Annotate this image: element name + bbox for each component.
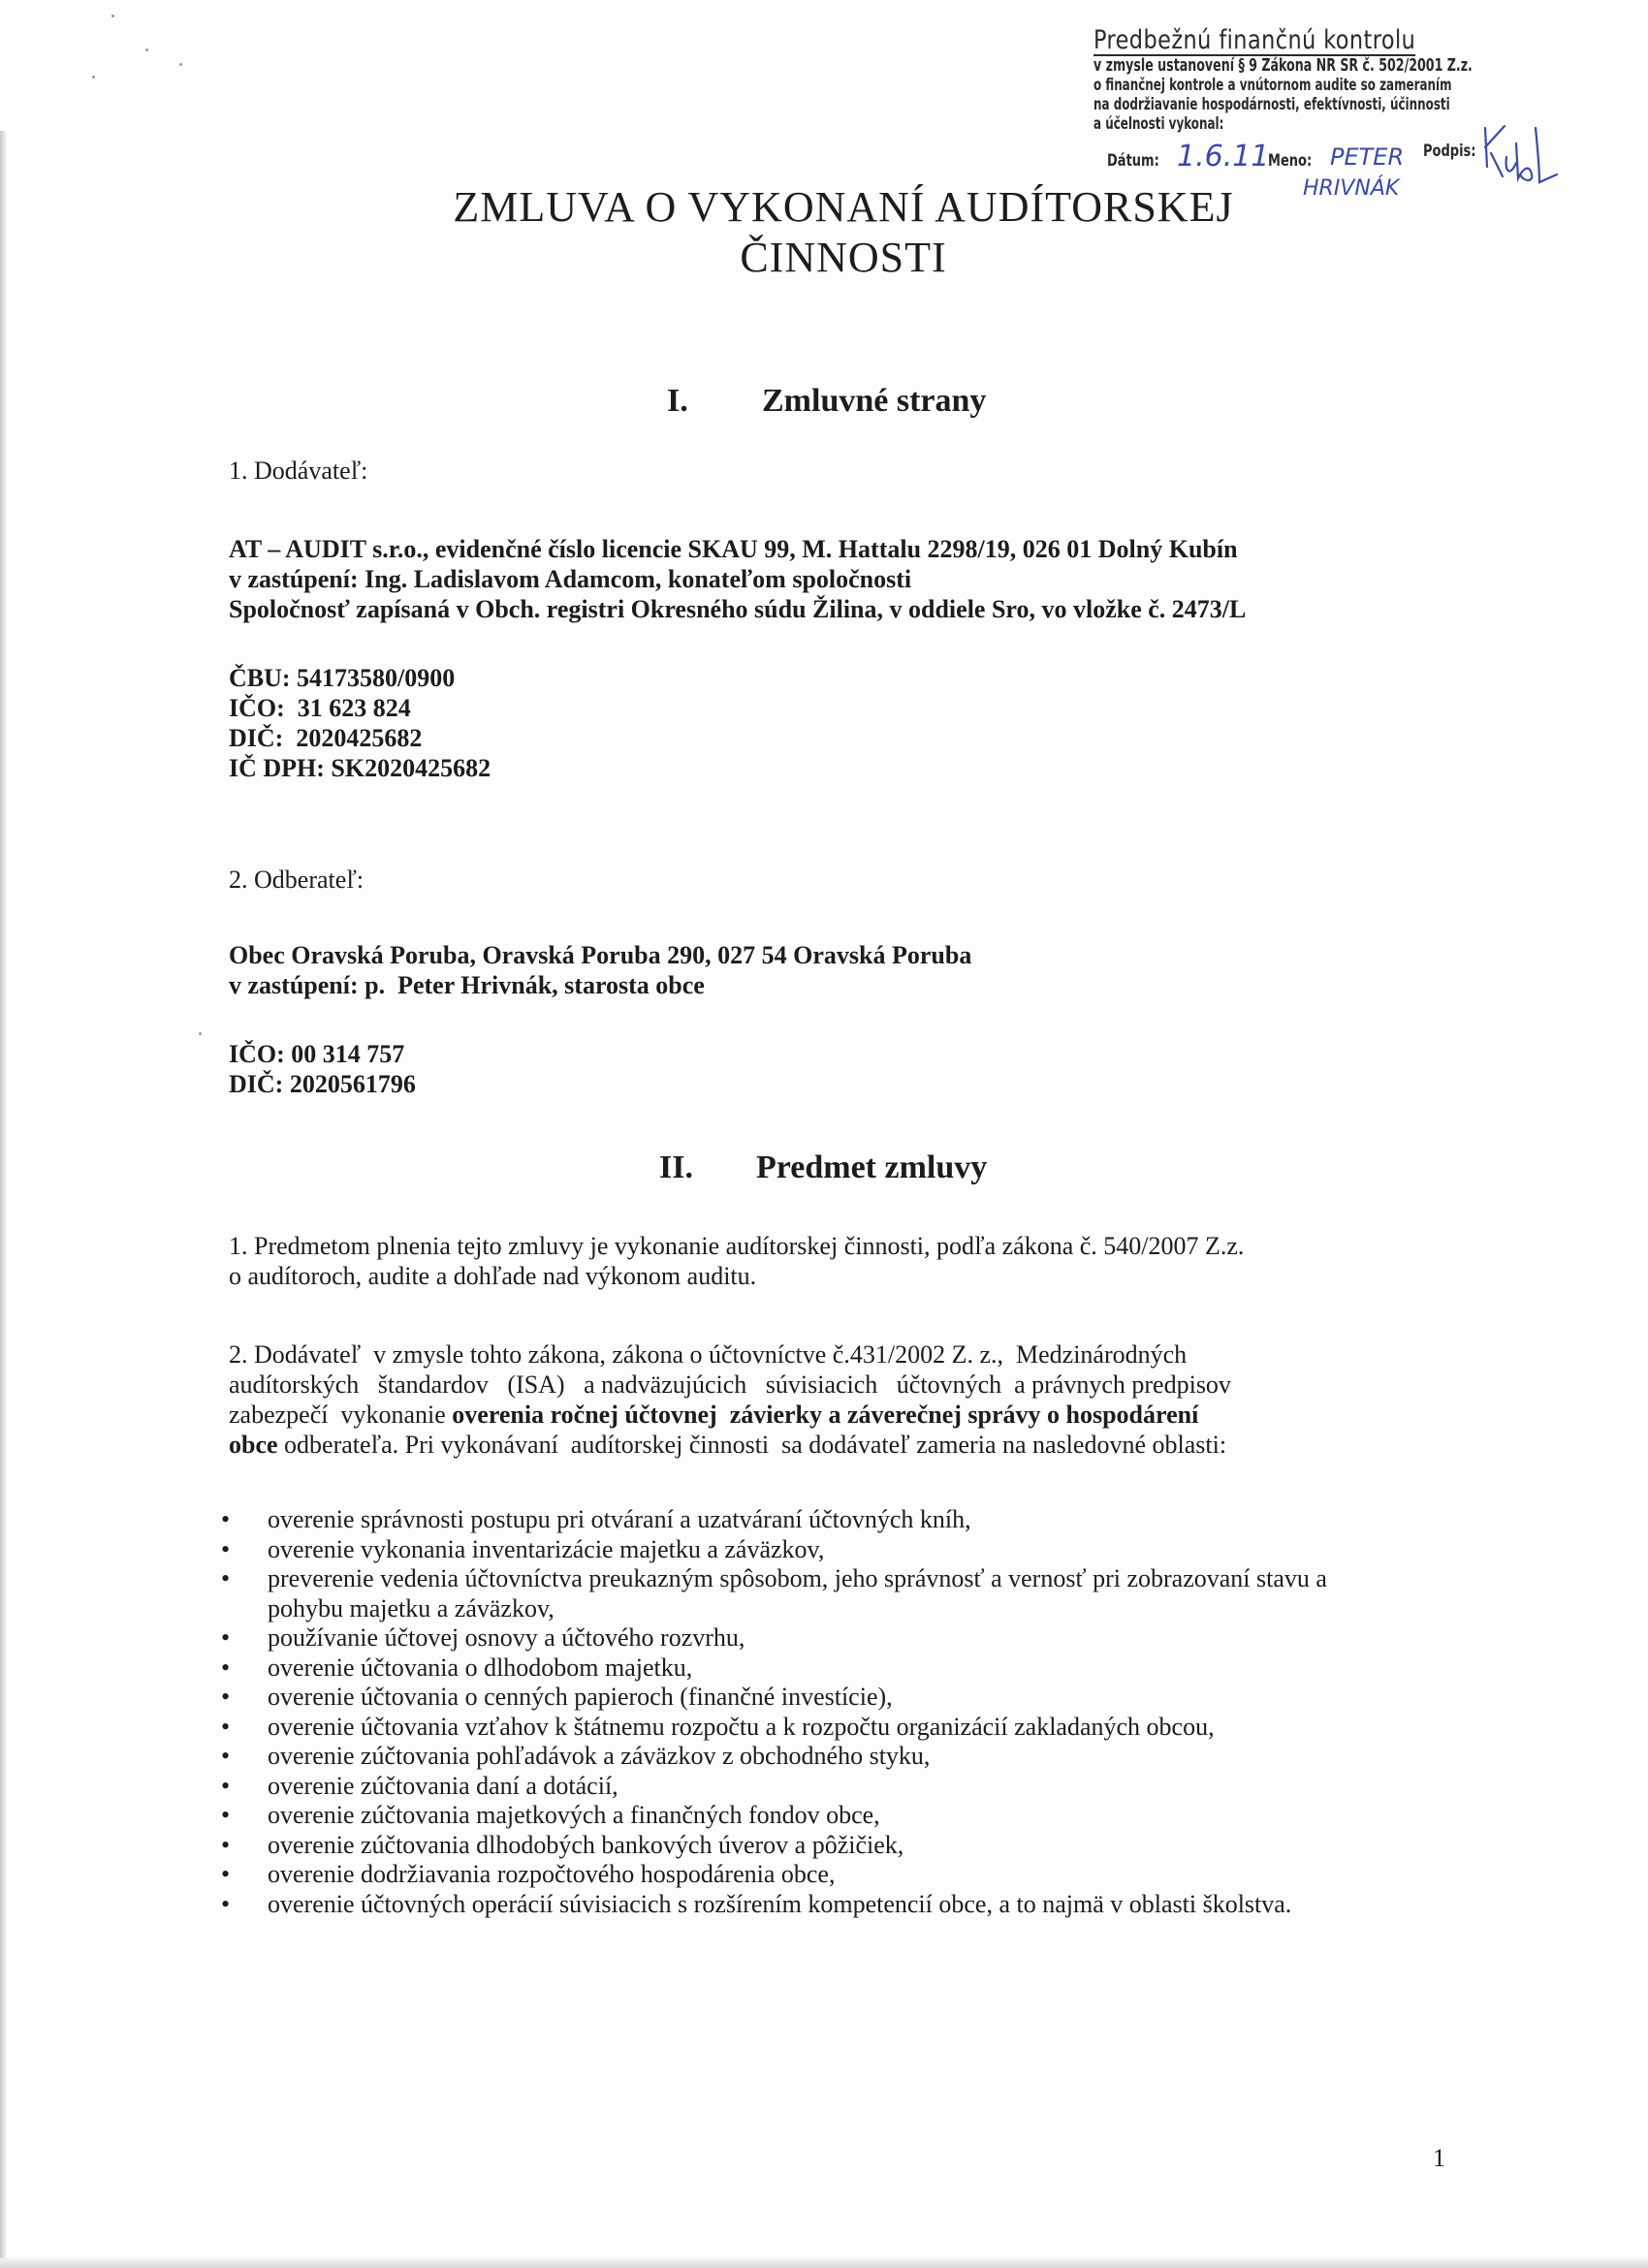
customer-id: IČO: 00 314 757 xyxy=(229,1040,405,1068)
supplier-id: IČ DPH: SK2020425682 xyxy=(229,754,491,782)
supplier-line: v zastúpení: Ing. Ladislavom Adamcom, konateľom spoločnosti xyxy=(229,565,912,593)
stamp-date-value: 1.6.11 xyxy=(1177,140,1270,173)
stamp-line: na dodržiavanie hospodárnosti, efektívnosti, účinnosti xyxy=(1093,95,1450,114)
stamp-line: v zmysle ustanovení § 9 Zákona NR SR č. 502/2001 Z.z. xyxy=(1093,55,1473,76)
paragraph-text: odberateľa. Pri vykonávaní audítorskej činnosti sa dodávateľ zameria na nasledovné oblasti: xyxy=(277,1431,1227,1459)
stamp-line: a účelnosti vykonal: xyxy=(1093,114,1224,134)
paragraph-line: o audítoroch, audite a dohľade nad výkonom auditu. xyxy=(229,1262,757,1290)
document-title xyxy=(407,182,1280,283)
title-line: ČINNOSTI xyxy=(740,234,947,281)
paragraph-line: 1. Predmetom plnenia tejto zmluvy je vykonanie audítorskej činnosti, podľa zákona č. 540/2007 Z.z. xyxy=(229,1232,1245,1260)
stamp-name-label: Meno: xyxy=(1268,151,1313,171)
list-item: • overenie účtovania vzťahov k štátnemu rozpočtu a k rozpočtu organizácií zakladaných obcou, xyxy=(221,1713,1481,1743)
stamp-date-label: Dátum: xyxy=(1107,151,1159,171)
paragraph-bold-text: obce xyxy=(229,1431,278,1459)
list-item: • overenie zúčtovania daní a dotácií, xyxy=(221,1772,1481,1802)
list-item: • overenie zúčtovania pohľadávok a záväzkov z obchodného styku, xyxy=(221,1742,1481,1772)
paragraph-bold-text: overenia ročnej účtovnej závierky a záverečnej správy o hospodárení xyxy=(452,1401,1199,1429)
supplier-label: 1. Dodávateľ: xyxy=(229,457,368,485)
section-heading xyxy=(667,383,986,420)
handwritten-signature xyxy=(1481,118,1559,196)
stamp-signature-label: Podpis: xyxy=(1423,142,1476,161)
section-number: I. xyxy=(667,383,688,419)
list-item: • overenie dodržiavania rozpočtového hospodárenia obce, xyxy=(221,1860,1481,1890)
supplier-id: ČBU: 54173580/0900 xyxy=(229,664,456,692)
scan-speck xyxy=(199,1032,202,1035)
scan-speck xyxy=(92,76,95,79)
section-title: Zmluvné strany xyxy=(762,383,987,419)
paragraph-line: 2. Dodávateľ v zmysle tohto zákona, zákona o účtovníctve č.431/2002 Z. z., Medzinárodných xyxy=(229,1340,1188,1369)
paragraph-line xyxy=(229,1430,1226,1460)
list-item: • overenie vykonania inventarizácie majetku a záväzkov, xyxy=(221,1535,1481,1565)
scan-edge-bottom xyxy=(0,2258,1648,2268)
section-title: Predmet zmluvy xyxy=(756,1150,988,1185)
list-item: • overenie zúčtovania majetkových a finančných fondov obce, xyxy=(221,1801,1481,1831)
list-item: • overenie účtovania o dlhodobom majetku, xyxy=(221,1654,1481,1684)
list-item: • preverenie vedenia účtovníctva preukazným spôsobom, jeho správnosť a vernosť pri zobrazovaní stavu a pohybu majetku a záväzkov, xyxy=(221,1564,1363,1623)
customer-id: DIČ: 2020561796 xyxy=(229,1070,416,1098)
section-heading xyxy=(659,1150,987,1186)
scan-speck xyxy=(145,48,148,51)
supplier-line: AT – AUDIT s.r.o., evidenčné číslo licencie SKAU 99, M. Hattalu 2298/19, 026 01 Dolný Kubín xyxy=(229,535,1238,563)
stamp-name-value: HRIVNÁK xyxy=(1303,176,1400,201)
customer-line: v zastúpení: p. Peter Hrivnák, starosta obce xyxy=(229,971,705,999)
list-item: • overenie zúčtovania dlhodobých bankových úverov a pôžičiek, xyxy=(221,1831,1481,1861)
stamp-line: o finančnej kontrole a vnútornom audite so zameraním xyxy=(1093,76,1452,95)
supplier-id: DIČ: 2020425682 xyxy=(229,724,423,752)
customer-label: 2. Odberateľ: xyxy=(229,866,364,894)
paragraph-text: zabezpečí vykonanie xyxy=(229,1401,453,1429)
supplier-id: IČO: 31 623 824 xyxy=(229,694,411,722)
stamp-name-value: PETER xyxy=(1330,143,1405,171)
title-line: ZMLUVA O VYKONANÍ AUDÍTORSKEJ xyxy=(453,183,1234,231)
paragraph-line: audítorských štandardov (ISA) a nadväzujúcich súvisiacich účtovných a právnych predpisov xyxy=(229,1370,1231,1399)
supplier-line: Spoločnosť zapísaná v Obch. registri Okresného súdu Žilina, v oddiele Sro, vo vložke č. 2473/L xyxy=(229,595,1247,623)
scan-speck xyxy=(179,63,182,66)
scan-edge xyxy=(0,131,6,2268)
paragraph-line xyxy=(229,1400,1198,1430)
audit-areas-list xyxy=(221,1505,1481,1919)
list-item: • overenie správnosti postupu pri otváraní a uzatváraní účtovných kníh, xyxy=(221,1505,1481,1535)
scan-speck xyxy=(111,15,114,17)
stamp-title: Predbežnú finančnú kontrolu xyxy=(1093,25,1416,55)
list-item: • používanie účtovej osnovy a účtového rozvrhu, xyxy=(221,1623,1481,1654)
list-item: • overenie účtovania o cenných papieroch (finančné investície), xyxy=(221,1683,1481,1713)
customer-line: Obec Oravská Poruba, Oravská Poruba 290, 027 54 Oravská Poruba xyxy=(229,941,972,969)
section-number: II. xyxy=(659,1150,693,1185)
list-item: • overenie účtovných operácií súvisiacich s rozšírením kompetencií obce, a to najmä v oblasti školstva. xyxy=(221,1890,1363,1920)
page-number: 1 xyxy=(1433,2144,1445,2172)
